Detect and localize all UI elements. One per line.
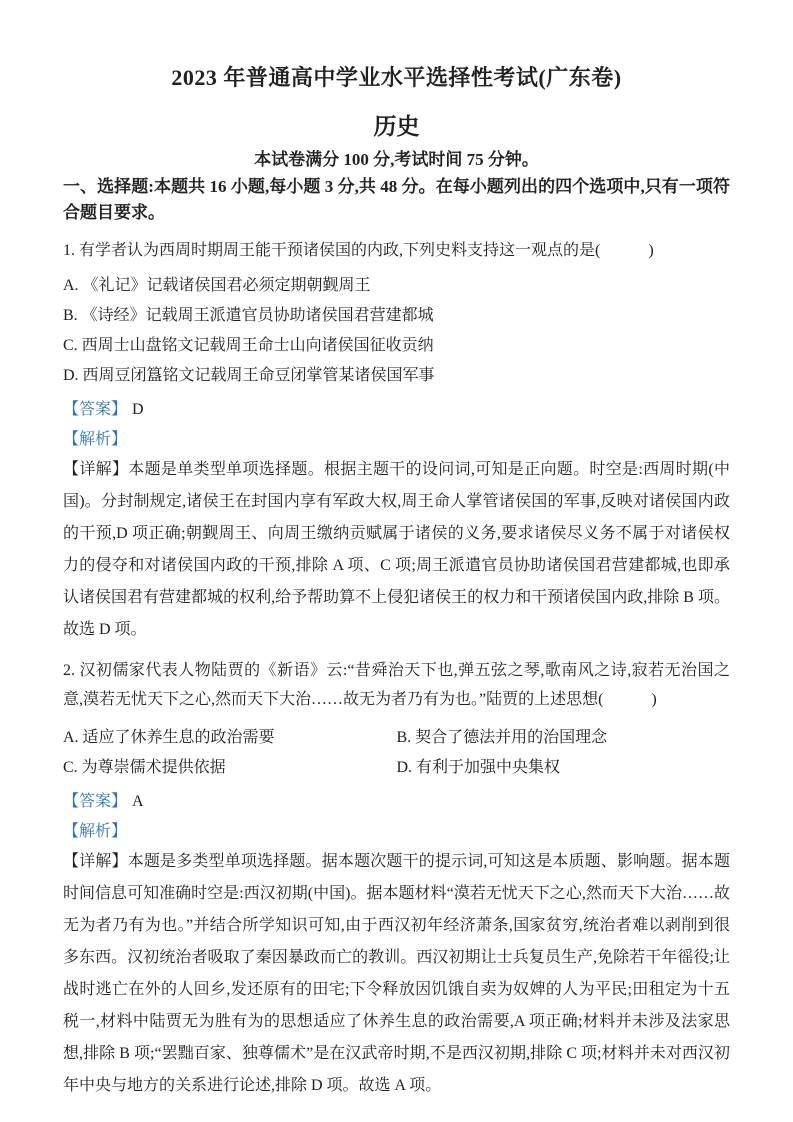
question-1-answer-line: [63, 400, 730, 419]
question-2-option-a: A. 适应了休养生息的政治需要: [63, 729, 275, 746]
question-1-detail: [63, 454, 730, 646]
question-1-option-b: B. 《诗经》记载周王派遣官员协助诸侯国君营建都城: [63, 307, 434, 324]
answer-value: A: [132, 793, 144, 810]
section-1-header: 一、选择题:本题共 16 小题,每小题 3 分,共 48 分。在每小题列出的四个选项中,只有一项符合题目要求。: [63, 177, 730, 222]
exam-subject: 历史: [373, 114, 420, 139]
exam-title: 2023 年普通高中学业水平选择性考试(广东卷): [171, 65, 622, 90]
analysis-label: 【解析】: [63, 431, 128, 448]
question-2-option-c: C. 为尊崇儒术提供依据: [63, 759, 226, 776]
answer-value: D: [132, 401, 144, 418]
detail-text: 本题是单类型单项选择题。根据主题干的设问词,可知是正向题。时空是:西周时期(中国)。分封制规定,诸侯王在封国内享有军政大权,周王命人掌管诸侯国的军事,反映对诸侯国内政的干预,D 项正确;朝觐周王、向周王缴纳贡赋属于诸侯的义务,要求诸侯尽义务不属于对诸侯权力的侵夺和对诸侯国内政的干预,排除 A 项、C 项;周王派遣官员协助诸侯国君营建都城,也即承认诸侯国君有营建都城的权利,给予帮助算不上侵犯诸侯王的权力和干预诸侯国内政,排除 B 项。故选 D 项。: [63, 461, 730, 638]
detail-label: 【详解】: [63, 853, 128, 870]
question-1: [63, 236, 730, 646]
question-2-option-b: B. 契合了德法并用的治国理念: [396, 729, 608, 746]
question-2-detail: [63, 846, 730, 1102]
analysis-label: 【解析】: [63, 823, 128, 840]
question-2-stem: 2. 汉初儒家代表人物陆贾的《新语》云:“昔舜治天下也,弹五弦之琴,歌南风之诗,寂若无治国之意,漠若无忧天下之心,然而天下大治……故无为者乃有为也。”陆贾的上述思想( ): [63, 662, 730, 708]
question-1-option-a: A. 《礼记》记载诸侯国君必须定期朝觐周王: [63, 277, 371, 294]
detail-label: 【详解】: [63, 461, 129, 478]
question-2-option-d: D. 有利于加强中央集权: [396, 759, 561, 776]
answer-label: 【答案】: [63, 401, 128, 418]
question-1-option-c: C. 西周士山盘铭文记载周王命士山向诸侯国征收贡纳: [63, 337, 434, 354]
question-1-stem: 1. 有学者认为西周时期周王能干预诸侯国的内政,下列史料支持这一观点的是( ): [63, 242, 654, 259]
question-1-analysis-line: [63, 430, 730, 449]
question-2: [63, 656, 730, 1102]
answer-label: 【答案】: [63, 793, 128, 810]
exam-info: 本试卷满分 100 分,考试时间 75 分钟。: [254, 150, 539, 169]
detail-text: 本题是多类型单项选择题。据本题次题干的提示词,可知这是本质题、影响题。据本题时间信息可知准确时空是:西汉初期(中国)。据本题材料“漠若无忧天下之心,然而天下大治……故无为者乃有为也。”并结合所学知识可知,由于西汉初年经济萧条,国家贫穷,统治者难以剥削到很多东西。汉初统治者吸取了秦因暴政而亡的教训。西汉初期让士兵复员生产,免除若干年徭役;让战时逃亡在外的人回乡,发还原有的田宅;下令释放因饥饿自卖为奴婢的人为平民;田租定为十五税一,材料中陆贾无为胜有为的思想适应了休养生息的政治需要,A 项正确;材料并未涉及法家思想,排除 B 项;“罢黜百家、独尊儒术”是在汉武帝时期,不是西汉初期,排除 C 项;材料并未对西汉初年中央与地方的关系进行论述,排除 D 项。故选 A 项。: [63, 853, 730, 1094]
question-2-options: [63, 717, 730, 777]
question-1-option-d: D. 西周豆闭簋铭文记载周王命豆闭掌管某诸侯国军事: [63, 367, 435, 384]
question-2-answer-line: [63, 792, 730, 811]
question-2-analysis-line: [63, 822, 730, 841]
